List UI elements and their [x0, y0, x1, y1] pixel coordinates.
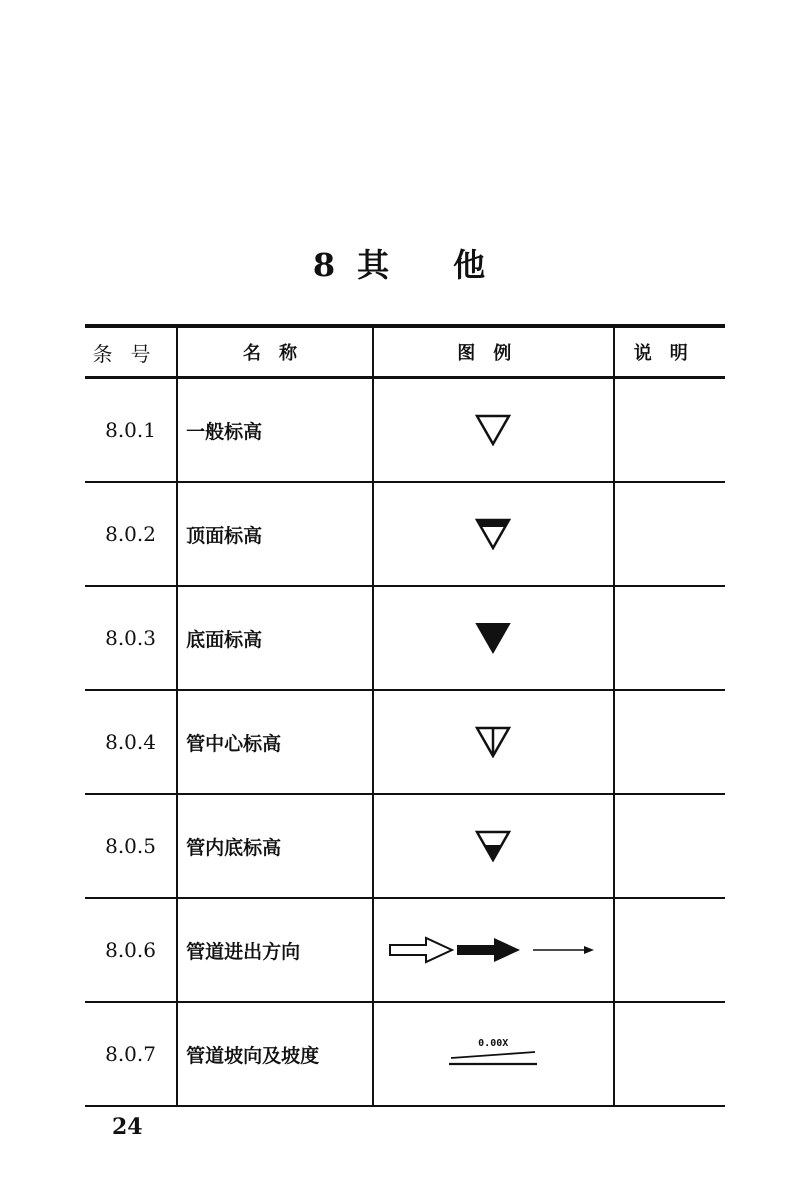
table-row: [85, 1002, 725, 1106]
row-name: 一般标高: [177, 378, 373, 483]
triangle-top-filled-icon: [373, 482, 614, 586]
row-no: 8.0.1: [85, 378, 177, 483]
header-symbol: 图例: [373, 326, 614, 378]
row-no: 8.0.6: [85, 898, 177, 1002]
table-row: [85, 794, 725, 898]
section-title: [0, 240, 800, 286]
row-name: 顶面标高: [177, 482, 373, 586]
section-title-char-2: 他: [453, 246, 488, 284]
triangle-center-line-icon: [373, 690, 614, 794]
table-row: [85, 482, 725, 586]
flow-direction-arrows-icon: [373, 898, 614, 1002]
row-no: 8.0.4: [85, 690, 177, 794]
slope-indicator-icon: [373, 1002, 614, 1106]
table-header-row: [85, 326, 725, 378]
row-note: [614, 898, 725, 1002]
row-no: 8.0.3: [85, 586, 177, 690]
header-name: 名称: [177, 326, 373, 378]
triangle-bottom-filled-icon: [373, 794, 614, 898]
table-row: [85, 586, 725, 690]
row-name: 底面标高: [177, 586, 373, 690]
row-note: [614, 690, 725, 794]
legend-table: [85, 324, 725, 1107]
row-no: 8.0.7: [105, 1042, 156, 1066]
slope-value: 0.00X: [478, 1038, 509, 1049]
row-name: 管道坡向及坡度: [177, 1002, 373, 1106]
row-name: 管内底标高: [177, 794, 373, 898]
row-no: 8.0.5: [85, 794, 177, 898]
section-number: 8: [312, 246, 338, 284]
header-no: 条号: [85, 326, 177, 378]
row-note: [614, 378, 725, 483]
table-row: [85, 898, 725, 1002]
row-note: [614, 586, 725, 690]
row-name: 管中心标高: [177, 690, 373, 794]
header-note: 说明: [614, 326, 725, 378]
page-number: 24: [112, 1114, 143, 1140]
triangle-filled-icon: [373, 586, 614, 690]
table-row: [85, 378, 725, 483]
row-note: [614, 794, 725, 898]
row-no: 8.0.2: [85, 482, 177, 586]
triangle-outline-icon: [373, 378, 614, 483]
row-note: [614, 1002, 725, 1106]
section-title-char-1: 其: [357, 246, 392, 284]
table-row: [85, 690, 725, 794]
row-note: [614, 482, 725, 586]
row-name: 管道进出方向: [177, 898, 373, 1002]
